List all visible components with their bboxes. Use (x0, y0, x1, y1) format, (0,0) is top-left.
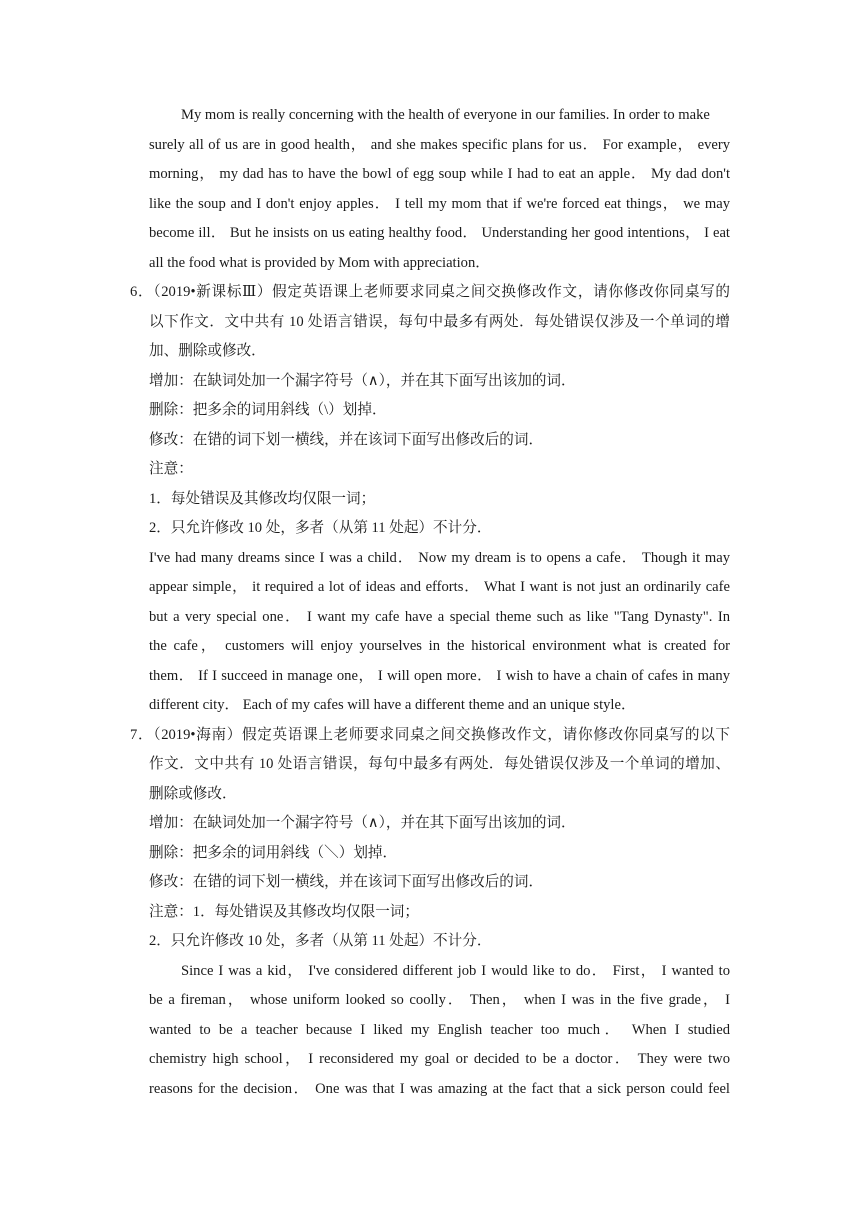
q7-instruction-modify: 修改：在错的词下划一横线，并在该词下面写出修改后的词． (149, 874, 544, 890)
q7-instruction-add: 增加：在缺词处加一个漏字符号（∧），并在其下面写出该加的词． (149, 815, 576, 831)
q7-header-line-2: 作文．文中共有 10 处语言错误，每句中最多有两处．每处错误仅涉及一个单词的增加、 (149, 756, 730, 772)
passage5-line-5: become ill． But he insists on us eating healthy food． Understanding her good intentions， I eat (149, 225, 730, 241)
q7-passage-line-4: chemistry high school， I reconsidered my goal or decided to be a doctor． They were two (149, 1051, 730, 1067)
q6-note-2: 2．只允许修改 10 处，多者（从第 11 处起）不计分． (149, 520, 492, 536)
q7-passage-line-5: reasons for the decision． One was that I was amazing at the fact that a sick person could feel (149, 1081, 730, 1097)
q6-header-line-3: 加、删除或修改． (149, 343, 266, 359)
passage5-line-2: surely all of us are in good health， and she makes specific plans for us． For example， every (149, 137, 730, 153)
q7-header-line-3: 删除或修改． (149, 786, 237, 802)
passage5-line-6: all the food what is provided by Mom with appreciation． (149, 255, 490, 271)
q6-instruction-modify: 修改：在错的词下划一横线，并在该词下面写出修改后的词． (149, 432, 544, 448)
q6-passage-line-6: different city． Each of my cafes will have a different theme and an unique style． (149, 697, 636, 713)
q6-note-label: 注意： (149, 461, 193, 477)
q7-passage-line-2: be a fireman， whose uniform looked so coolly． Then， when I was in the five grade， I (149, 992, 730, 1008)
q7-passage-line-1: Since I was a kid， I've considered different job I would like to do． First， I wanted to (181, 963, 730, 979)
q6-passage-line-5: them． If I succeed in manage one， I will open more． I wish to have a chain of cafes in many (149, 668, 730, 684)
q7-passage-line-3: wanted to be a teacher because I liked my English teacher too much． When I studied (149, 1022, 730, 1038)
q6-instruction-add: 增加：在缺词处加一个漏字符号（∧），并在其下面写出该加的词． (149, 373, 576, 389)
q6-passage-line-1: I've had many dreams since I was a child． Now my dream is to opens a cafe． Though it may (149, 550, 730, 566)
q6-note-1: 1．每处错误及其修改均仅限一词； (149, 491, 376, 507)
q7-note-2: 2．只允许修改 10 处，多者（从第 11 处起）不计分． (149, 933, 492, 949)
passage5-line-1: My mom is really concerning with the health of everyone in our families. In order to make (181, 107, 710, 123)
q7-header-line-1: 7．（2019•海南）假定英语课上老师要求同桌之间交换修改作文，请你修改你同桌写的以下 (130, 727, 730, 743)
q6-header-line-1: 6．（2019•新课标Ⅲ）假定英语课上老师要求同桌之间交换修改作文，请你修改你同桌写的 (130, 284, 730, 300)
q6-passage-line-4: the cafe， customers will enjoy yourselves in the historical environment what is created for (149, 638, 730, 654)
passage5-line-4: like the soup and I don't enjoy apples． I tell my mom that if we're forced eat things， we may (149, 196, 730, 212)
q7-note-1: 注意：1．每处错误及其修改均仅限一词； (149, 904, 419, 920)
q6-instruction-delete: 删除：把多余的词用斜线（\）划掉． (149, 402, 387, 418)
passage5-line-3: morning， my dad has to have the bowl of egg soup while I had to eat an apple． My dad don't (149, 166, 730, 182)
q6-passage-line-2: appear simple， it required a lot of ideas and efforts． What I want is not just an ordinarily cafe (149, 579, 730, 595)
q6-passage-line-3: but a very special one． I want my cafe have a special theme such as like "Tang Dynasty". In (149, 609, 730, 625)
q6-header-line-2: 以下作文．文中共有 10 处语言错误，每句中最多有两处．每处错误仅涉及一个单词的增 (149, 314, 730, 330)
q7-instruction-delete: 删除：把多余的词用斜线（＼）划掉． (149, 845, 398, 861)
